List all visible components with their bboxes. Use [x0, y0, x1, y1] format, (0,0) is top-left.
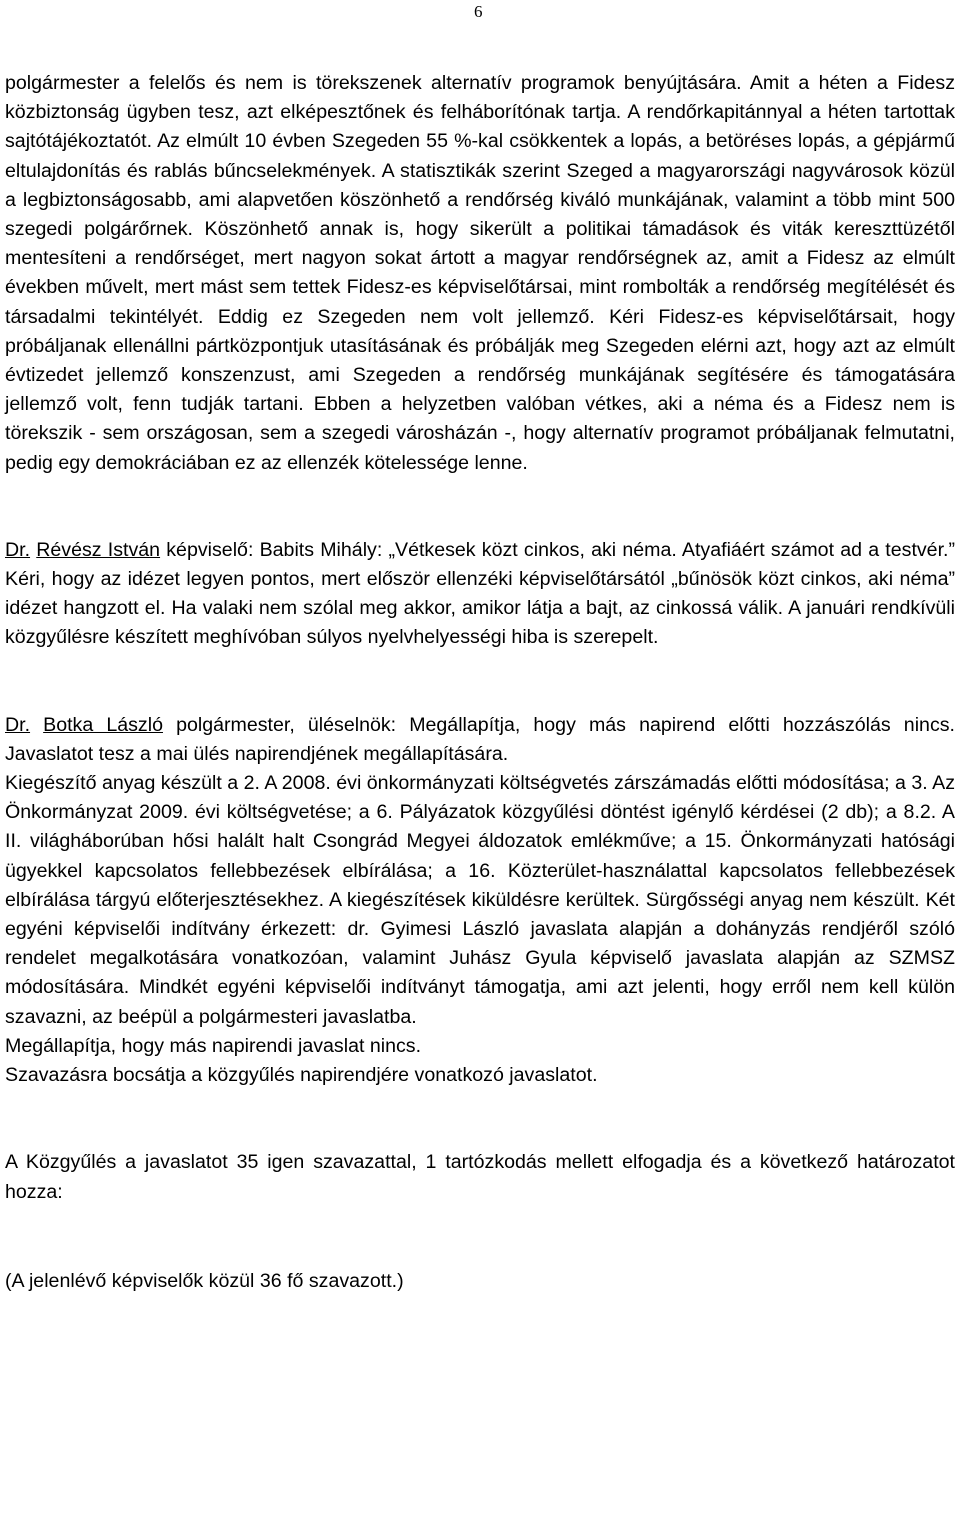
paragraph-continuation: polgármester a felelős és nem is törekszenek alternatív programok benyújtására. Amit a héten a Fidesz közbiztonság ügyben tesz, azt elképesztőnek és felháborítónak tartja. A rendőrkapitánnyal a héten tartottak sajtótájékoztatót. Az elmúlt 10 évben Szegeden 55 %-kal csökkentek a lopás, a betöréses lopás, a gépjármű eltulajdonítás és rablás bűncselekmények. A statisztikák szerint Szeged a magyarországi nagyvárosok közül a legbiztonságosabb, ami alapvetően köszönhető a rendőrség kiváló munkájának, valamint a több mint 500 szegedi polgárőrnek. Köszönhető annak is, hogy sikerült a politikai támadások és viták kereszttüzétől mentesíteni a rendőrséget, mert nagyon sokat ártott a magyar rendőrségnek az, amit a Fidesz az elmúlt években művelt, mert mást sem tettek Fidesz-es képviselőtársai, mint rombolták a rendőrség megítélését és társadalmi tekintélyét. Eddig ez Szegeden nem volt jellemző. Kéri Fidesz-es képviselőtársait, hogy próbáljanak ellenállni pártközpontjuk utasításának és próbálják meg Szegeden elérni azt, hogy azt az elmúlt évtizedet jellemző konszenzust, ami Szegeden a rendőrség munkájának segítésére és támogatására jellemző volt, fenn tudják tartani. Ebben a helyzetben valóban vétkes, aki a néma és a Fidesz nem is törekszik - sem országosan, sem a szegedi városházán -, hogy alternatív programot próbáljanak felmutatni, pedig egy demokráciában ez az ellenzék kötelessége lenne. — [5, 72, 955, 474]
spacer — [5, 1207, 955, 1267]
speaker-name: Botka László — [43, 713, 163, 736]
document-body — [5, 69, 955, 1296]
speaker-botka-paragraph — [5, 711, 955, 769]
speaker-revesz-paragraph — [5, 536, 955, 653]
vote-result-paragraph: A Közgyűlés a javaslatot 35 igen szavazattal, 1 tartózkodás mellett elfogadja és a következő határozatot hozza: — [5, 1151, 955, 1203]
speaker-title: Dr. — [5, 538, 31, 561]
speaker-name: Révész István — [36, 538, 161, 561]
no-other-proposal-line: Megállapítja, hogy más napirendi javaslat nincs. — [5, 1034, 422, 1057]
spacer — [5, 478, 955, 536]
speaker-text: polgármester, üléselnök: Megállapítja, hogy más napirend előtti hozzászólás nincs. Javaslatot tesz a mai ülés napirendjének megállapítására. — [5, 713, 955, 765]
attendance-note: (A jelenlévő képviselők közül 36 fő szavazott.) — [5, 1269, 404, 1292]
spacer — [5, 1090, 955, 1148]
speaker-title: Dr. — [5, 713, 31, 736]
supplementary-materials-paragraph: Kiegészítő anyag készült a 2. A 2008. évi önkormányzati költségvetés zárszámadás előtti módosítása; a 3. Az Önkormányzat 2009. évi költségvetése; a 6. Pályázatok közgyűlési döntést igénylő kérdései (2 db); a 8.2. A II. világháborúban hősi halált halt Csongrád Megyei áldozatok emlékműve; a 15. Önkormányzati hatósági ügyekkel kapcsolatos fellebbezések elbírálása; a 16. Közterület-használattal kapcsolatos fellebbezések elbírálása tárgyú előterjesztésekhez. A kiegészítések kiküldésre kerültek. Sürgősségi anyag nem készült. Két egyéni képviselői indítvány érkezett: dr. Gyimesi László javaslata alapján a dohányzás rendjéről szóló rendelet megalkotására vonatkozóan, valamint Juhász Gyula képviselő javaslata alapján az SZMSZ módosítására. Mindkét egyéni képviselői indítványt támogatja, ami azt jelenti, hogy erről nem kell külön szavazni, az beépül a polgármesteri javaslatba. — [5, 772, 955, 1028]
spacer — [5, 653, 955, 711]
page-number: 6 — [474, 2, 483, 21]
vote-call-line: Szavazásra bocsátja a közgyűlés napirendjére vonatkozó javaslatot. — [5, 1064, 598, 1087]
speaker-text: képviselő: Babits Mihály: „Vétkesek közt cinkos, aki néma. Atyafiáért számot ad a testvér.” Kéri, hogy az idézet legyen pontos, mert először ellenzéki képviselőtársától „bűnösök közt cinkos, aki néma” idézet hangzott el. Ha valaki nem szólal meg akkor, amikor látja a bajt, az cinkossá válik. A januári rendkívüli közgyűlésre készített meghívóban súlyos nyelvhelyességi hiba is szerepelt. — [5, 538, 955, 649]
